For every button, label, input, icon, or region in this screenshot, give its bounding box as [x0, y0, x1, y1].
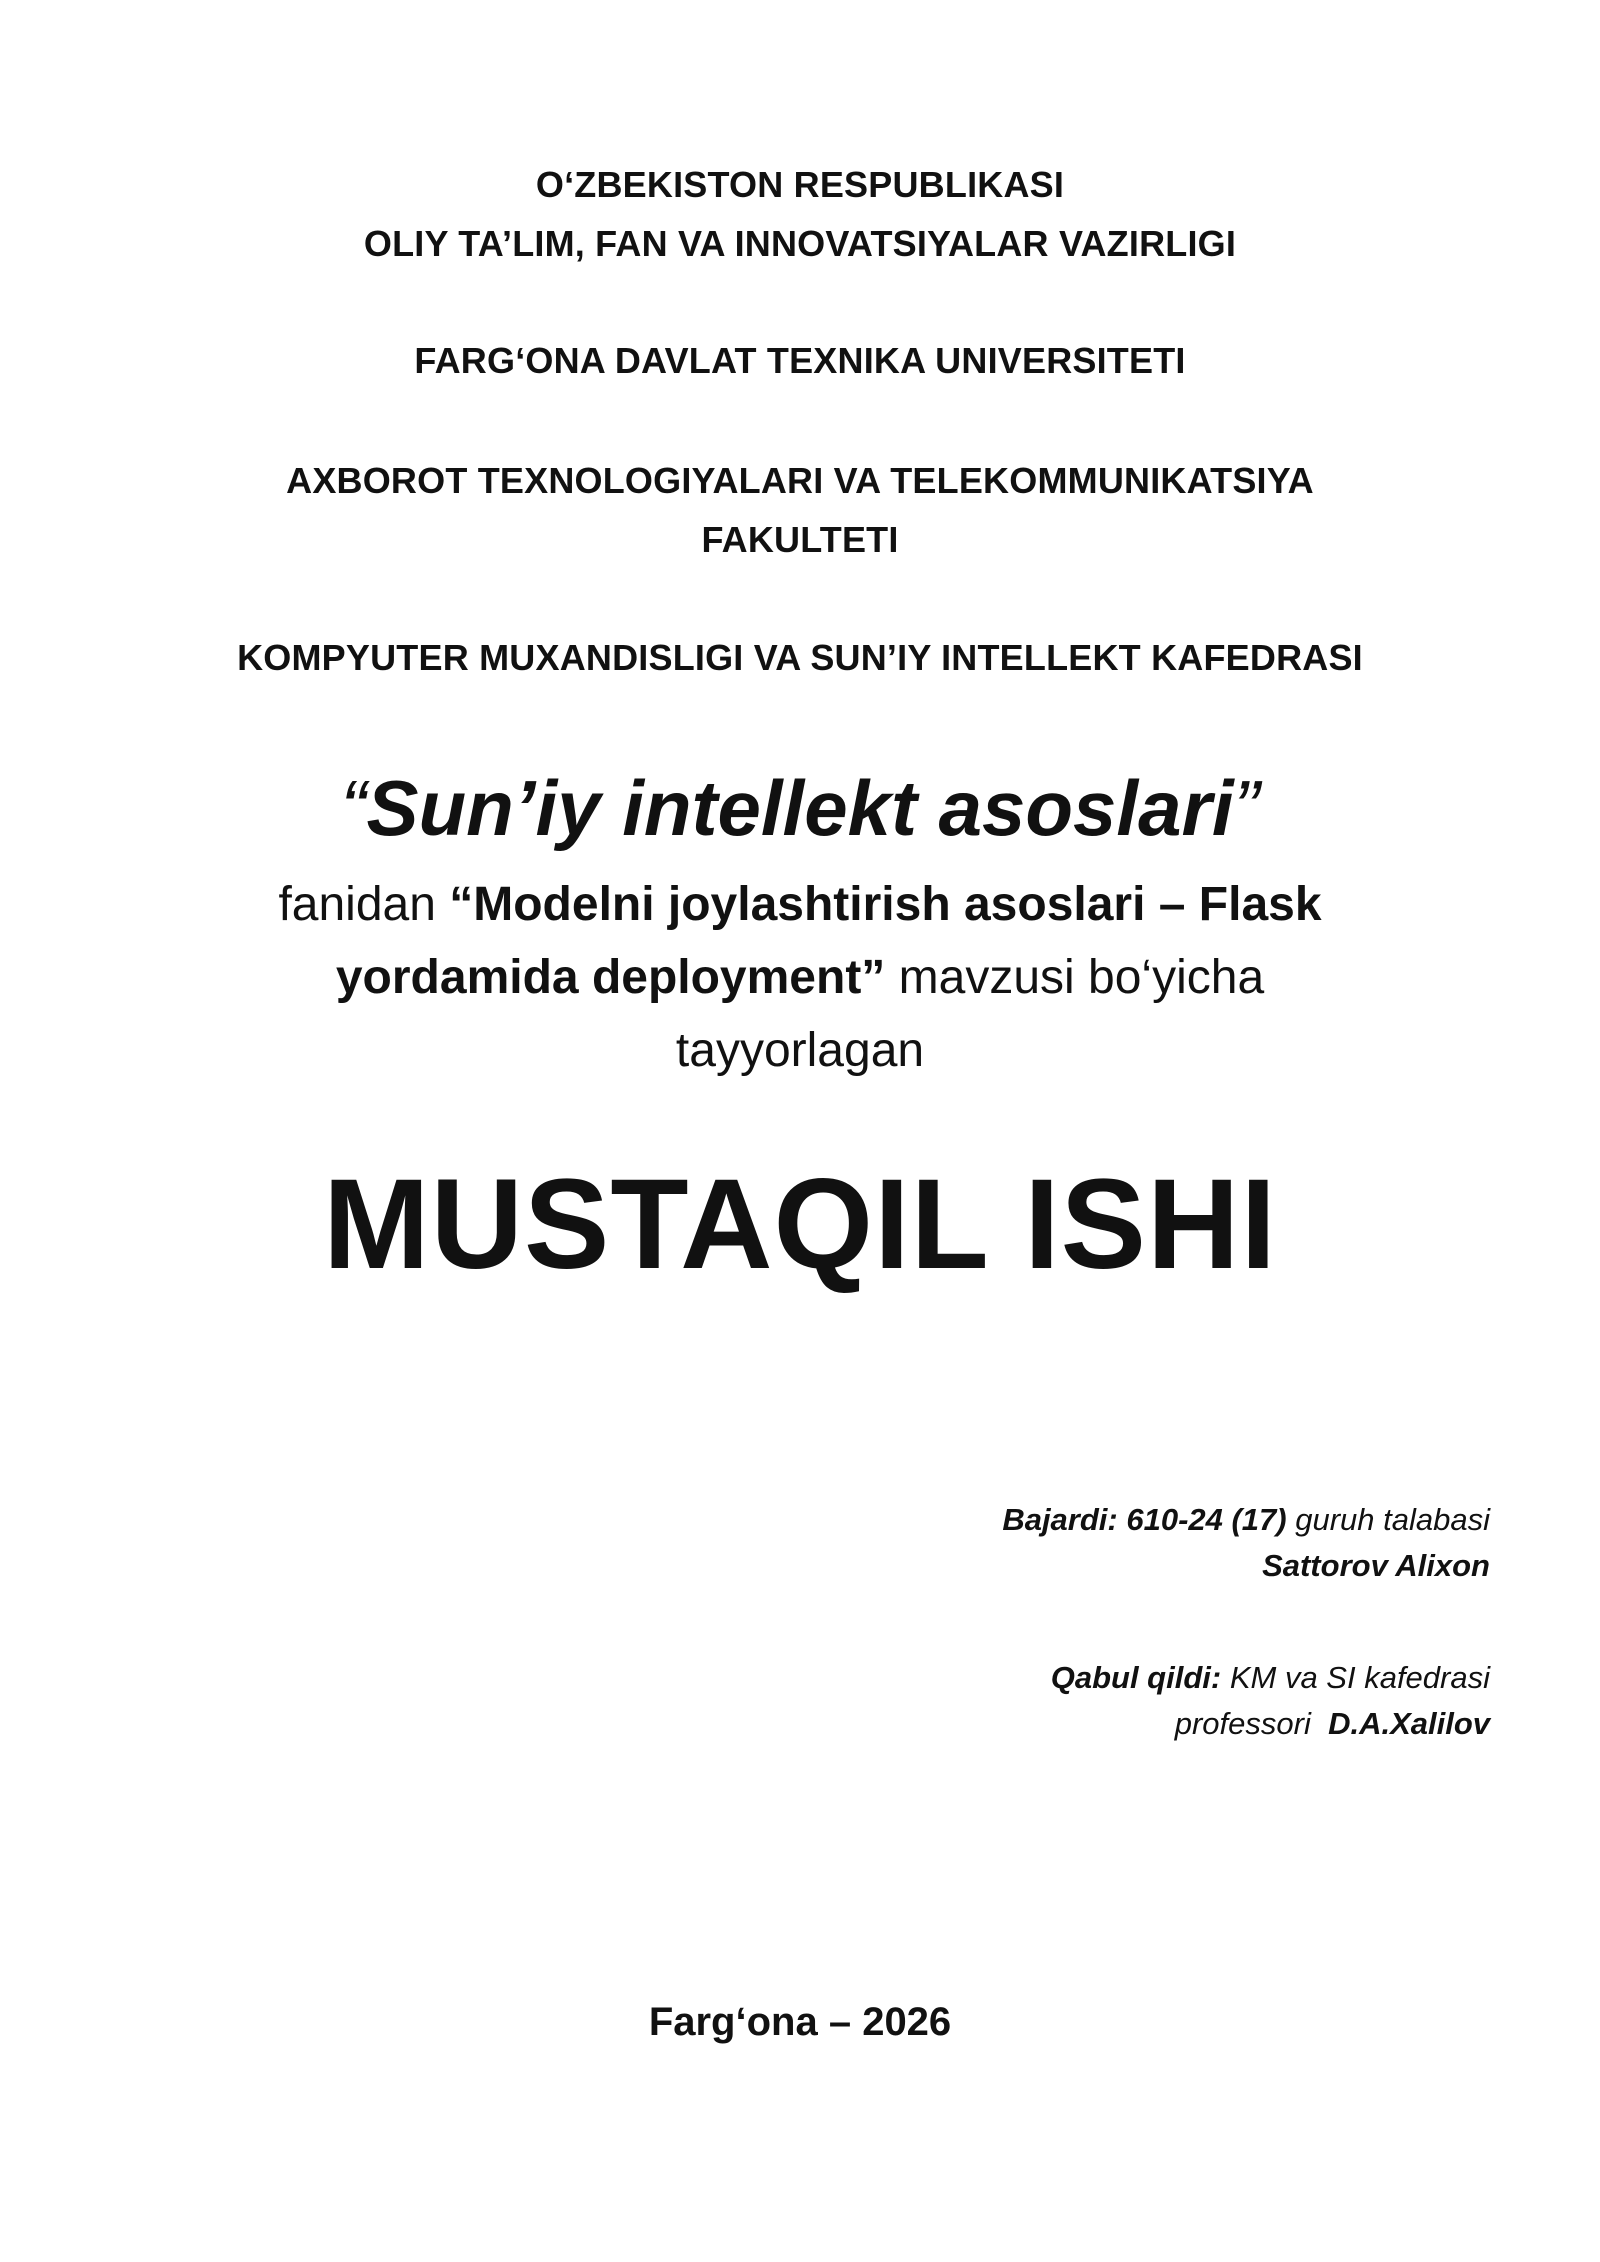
performer-line	[690, 1497, 1490, 1543]
topic-prefix: fanidan	[278, 878, 450, 931]
performer-group-text: guruh talabasi	[1286, 1502, 1490, 1537]
performer-name: Sattorov Alixon	[1262, 1548, 1490, 1583]
place-year-footer: Farg‘ona – 2026	[648, 2000, 952, 2044]
acceptor-name-line	[690, 1701, 1490, 1747]
performer-label: Bajardi:	[1002, 1502, 1118, 1537]
ministry-name: OLIY TA’LIM, FAN VA INNOVATSIYALAR VAZIRLIGI	[363, 223, 1237, 264]
topic-line-3: tayyorlagan	[675, 1024, 925, 1077]
performer-group: 610-24 (17)	[1117, 1502, 1287, 1537]
topic-title-part2: yordamida deployment”	[335, 951, 886, 1004]
acceptor-line	[690, 1655, 1490, 1701]
performer-name-line	[690, 1543, 1490, 1589]
faculty-name-line2: FAKULTETI	[701, 519, 899, 560]
faculty-name-line1: AXBOROT TEXNOLOGIYALARI VA TELEKOMMUNIKATSIYA	[286, 460, 1314, 501]
acceptor-name: D.A.Xalilov	[1328, 1706, 1490, 1741]
subject-open-quote: “	[340, 764, 367, 852]
subject-name: Sun’iy intellekt asoslari	[366, 764, 1234, 852]
acceptor-dept: KM va SI kafedrasi	[1221, 1660, 1490, 1695]
faculty-header	[0, 451, 1600, 569]
republic-ministry-header	[0, 155, 1600, 273]
university-name: FARG‘ONA DAVLAT TEXNIKA UNIVERSITETI	[414, 340, 1186, 381]
performer-block	[690, 1497, 1490, 1589]
university-header	[0, 331, 1600, 390]
work-title: MUSTAQIL ISHI	[322, 1153, 1278, 1296]
acceptor-label: Qabul qildi:	[1050, 1660, 1222, 1695]
topic-title-part1: “Modelni joylashtirish asoslari – Flask	[449, 878, 1322, 931]
department-name: KOMPYUTER MUXANDISLIGI VA SUN’IY INTELLEKT KAFEDRASI	[237, 637, 1363, 678]
topic-line-2	[0, 941, 1600, 1014]
acceptor-block	[690, 1655, 1490, 1747]
subject-close-quote: ”	[1233, 764, 1260, 852]
topic-line-1	[0, 868, 1600, 941]
topic-description	[0, 868, 1600, 1087]
topic-suffix: mavzusi bo‘yicha	[885, 951, 1265, 1004]
acceptor-position: professori	[1174, 1706, 1329, 1741]
republic-name: O‘ZBEKISTON RESPUBLIKASI	[535, 164, 1065, 205]
department-header	[0, 628, 1600, 687]
subject-title	[0, 758, 1600, 858]
